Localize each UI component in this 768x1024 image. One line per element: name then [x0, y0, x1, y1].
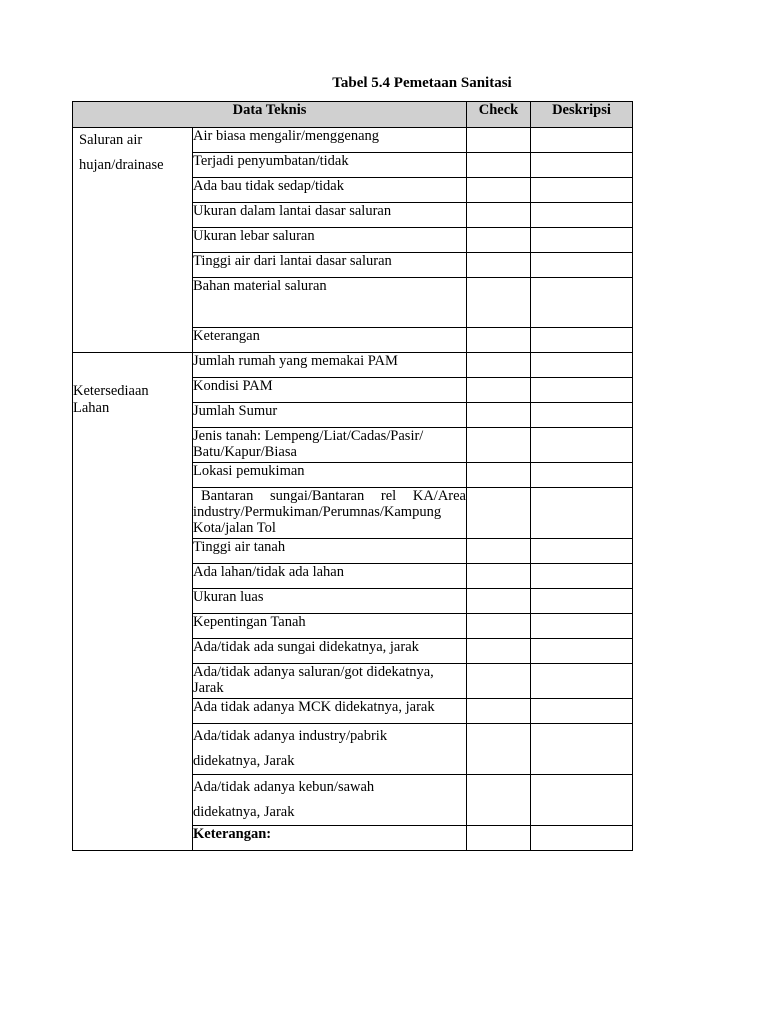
item-label-multiline	[193, 724, 467, 775]
item-label: Kondisi PAM	[193, 378, 467, 403]
deskripsi-cell[interactable]	[531, 153, 633, 178]
item-label: Ada tidak adanya MCK didekatnya, jarak	[193, 699, 467, 724]
item-label: Jumlah rumah yang memakai PAM	[193, 353, 467, 378]
check-cell[interactable]	[467, 228, 531, 253]
item-label: Air biasa mengalir/menggenang	[193, 128, 467, 153]
check-cell[interactable]	[467, 724, 531, 775]
item-label: Ada/tidak ada sungai didekatnya, jarak	[193, 639, 467, 664]
group-label-drainase	[73, 128, 193, 353]
deskripsi-cell[interactable]	[531, 203, 633, 228]
item-label: Jumlah Sumur	[193, 403, 467, 428]
deskripsi-cell[interactable]	[531, 826, 633, 851]
check-cell[interactable]	[467, 826, 531, 851]
deskripsi-cell[interactable]	[531, 775, 633, 826]
check-cell[interactable]	[467, 488, 531, 539]
group-label-line: Saluran air	[79, 132, 143, 148]
group-label-line: Lahan	[73, 400, 110, 416]
check-cell[interactable]	[467, 353, 531, 378]
check-cell[interactable]	[467, 428, 531, 463]
check-cell[interactable]	[467, 203, 531, 228]
deskripsi-cell[interactable]	[531, 178, 633, 203]
item-line: Ada/tidak adanya kebun/sawah	[193, 779, 375, 795]
item-label: Ukuran luas	[193, 589, 467, 614]
item-line: didekatnya, Jarak	[193, 804, 295, 820]
check-cell[interactable]	[467, 403, 531, 428]
check-cell[interactable]	[467, 378, 531, 403]
table-row	[73, 128, 633, 153]
group-label-line: hujan/drainase	[79, 157, 164, 173]
item-label: Ukuran lebar saluran	[193, 228, 467, 253]
check-cell[interactable]	[467, 463, 531, 488]
item-line: didekatnya, Jarak	[193, 753, 295, 769]
deskripsi-cell[interactable]	[531, 128, 633, 153]
item-label: Lokasi pemukiman	[193, 463, 467, 488]
group-label-lahan	[73, 353, 193, 851]
deskripsi-cell[interactable]	[531, 278, 633, 328]
item-label: Ada lahan/tidak ada lahan	[193, 564, 467, 589]
item-label: Tinggi air tanah	[193, 539, 467, 564]
deskripsi-cell[interactable]	[531, 378, 633, 403]
check-cell[interactable]	[467, 328, 531, 353]
check-cell[interactable]	[467, 278, 531, 328]
check-cell[interactable]	[467, 539, 531, 564]
sanitation-table	[72, 101, 633, 851]
item-label-multiline	[193, 664, 467, 699]
deskripsi-cell[interactable]	[531, 428, 633, 463]
deskripsi-cell[interactable]	[531, 639, 633, 664]
check-cell[interactable]	[467, 699, 531, 724]
check-cell[interactable]	[467, 775, 531, 826]
item-line: Ada/tidak adanya industry/pabrik	[193, 728, 388, 744]
item-label: Kepentingan Tanah	[193, 614, 467, 639]
table-row	[73, 353, 633, 378]
deskripsi-cell[interactable]	[531, 699, 633, 724]
deskripsi-cell[interactable]	[531, 353, 633, 378]
header-check: Check	[467, 102, 531, 128]
item-label: Bahan material saluran	[193, 278, 467, 328]
item-label-multiline	[193, 428, 467, 463]
deskripsi-cell[interactable]	[531, 463, 633, 488]
check-cell[interactable]	[467, 153, 531, 178]
item-label: Keterangan	[193, 328, 467, 353]
item-label: Ada bau tidak sedap/tidak	[193, 178, 467, 203]
deskripsi-cell[interactable]	[531, 328, 633, 353]
check-cell[interactable]	[467, 253, 531, 278]
item-label: Ukuran dalam lantai dasar saluran	[193, 203, 467, 228]
item-paragraph: Bantaran sungai/Bantaran rel KA/Area industry/Permukiman/Perumnas/Kampung Kota/jalan Tol	[193, 488, 466, 536]
deskripsi-cell[interactable]	[531, 664, 633, 699]
group-label-line: Ketersediaan	[73, 383, 149, 399]
item-label: Terjadi penyumbatan/tidak	[193, 153, 467, 178]
check-cell[interactable]	[467, 178, 531, 203]
item-line: Ada/tidak adanya saluran/got didekatnya,	[193, 664, 434, 680]
header-data-teknis: Data Teknis	[73, 102, 467, 128]
check-cell[interactable]	[467, 614, 531, 639]
check-cell[interactable]	[467, 589, 531, 614]
table-title: Tabel 5.4 Pemetaan Sanitasi	[332, 75, 512, 91]
item-line: Jenis tanah: Lempeng/Liat/Cadas/Pasir/	[193, 428, 424, 444]
deskripsi-cell[interactable]	[531, 403, 633, 428]
header-deskripsi: Deskripsi	[531, 102, 633, 128]
check-cell[interactable]	[467, 128, 531, 153]
item-label: Keterangan:	[193, 826, 467, 851]
deskripsi-cell[interactable]	[531, 488, 633, 539]
deskripsi-cell[interactable]	[531, 614, 633, 639]
deskripsi-cell[interactable]	[531, 539, 633, 564]
item-line: Batu/Kapur/Biasa	[193, 444, 297, 460]
deskripsi-cell[interactable]	[531, 564, 633, 589]
header-row	[73, 102, 633, 128]
check-cell[interactable]	[467, 639, 531, 664]
item-label	[193, 488, 467, 539]
deskripsi-cell[interactable]	[531, 228, 633, 253]
deskripsi-cell[interactable]	[531, 253, 633, 278]
deskripsi-cell[interactable]	[531, 724, 633, 775]
item-line: Jarak	[193, 680, 224, 696]
deskripsi-cell[interactable]	[531, 589, 633, 614]
check-cell[interactable]	[467, 564, 531, 589]
item-label: Tinggi air dari lantai dasar saluran	[193, 253, 467, 278]
check-cell[interactable]	[467, 664, 531, 699]
item-label-multiline	[193, 775, 467, 826]
